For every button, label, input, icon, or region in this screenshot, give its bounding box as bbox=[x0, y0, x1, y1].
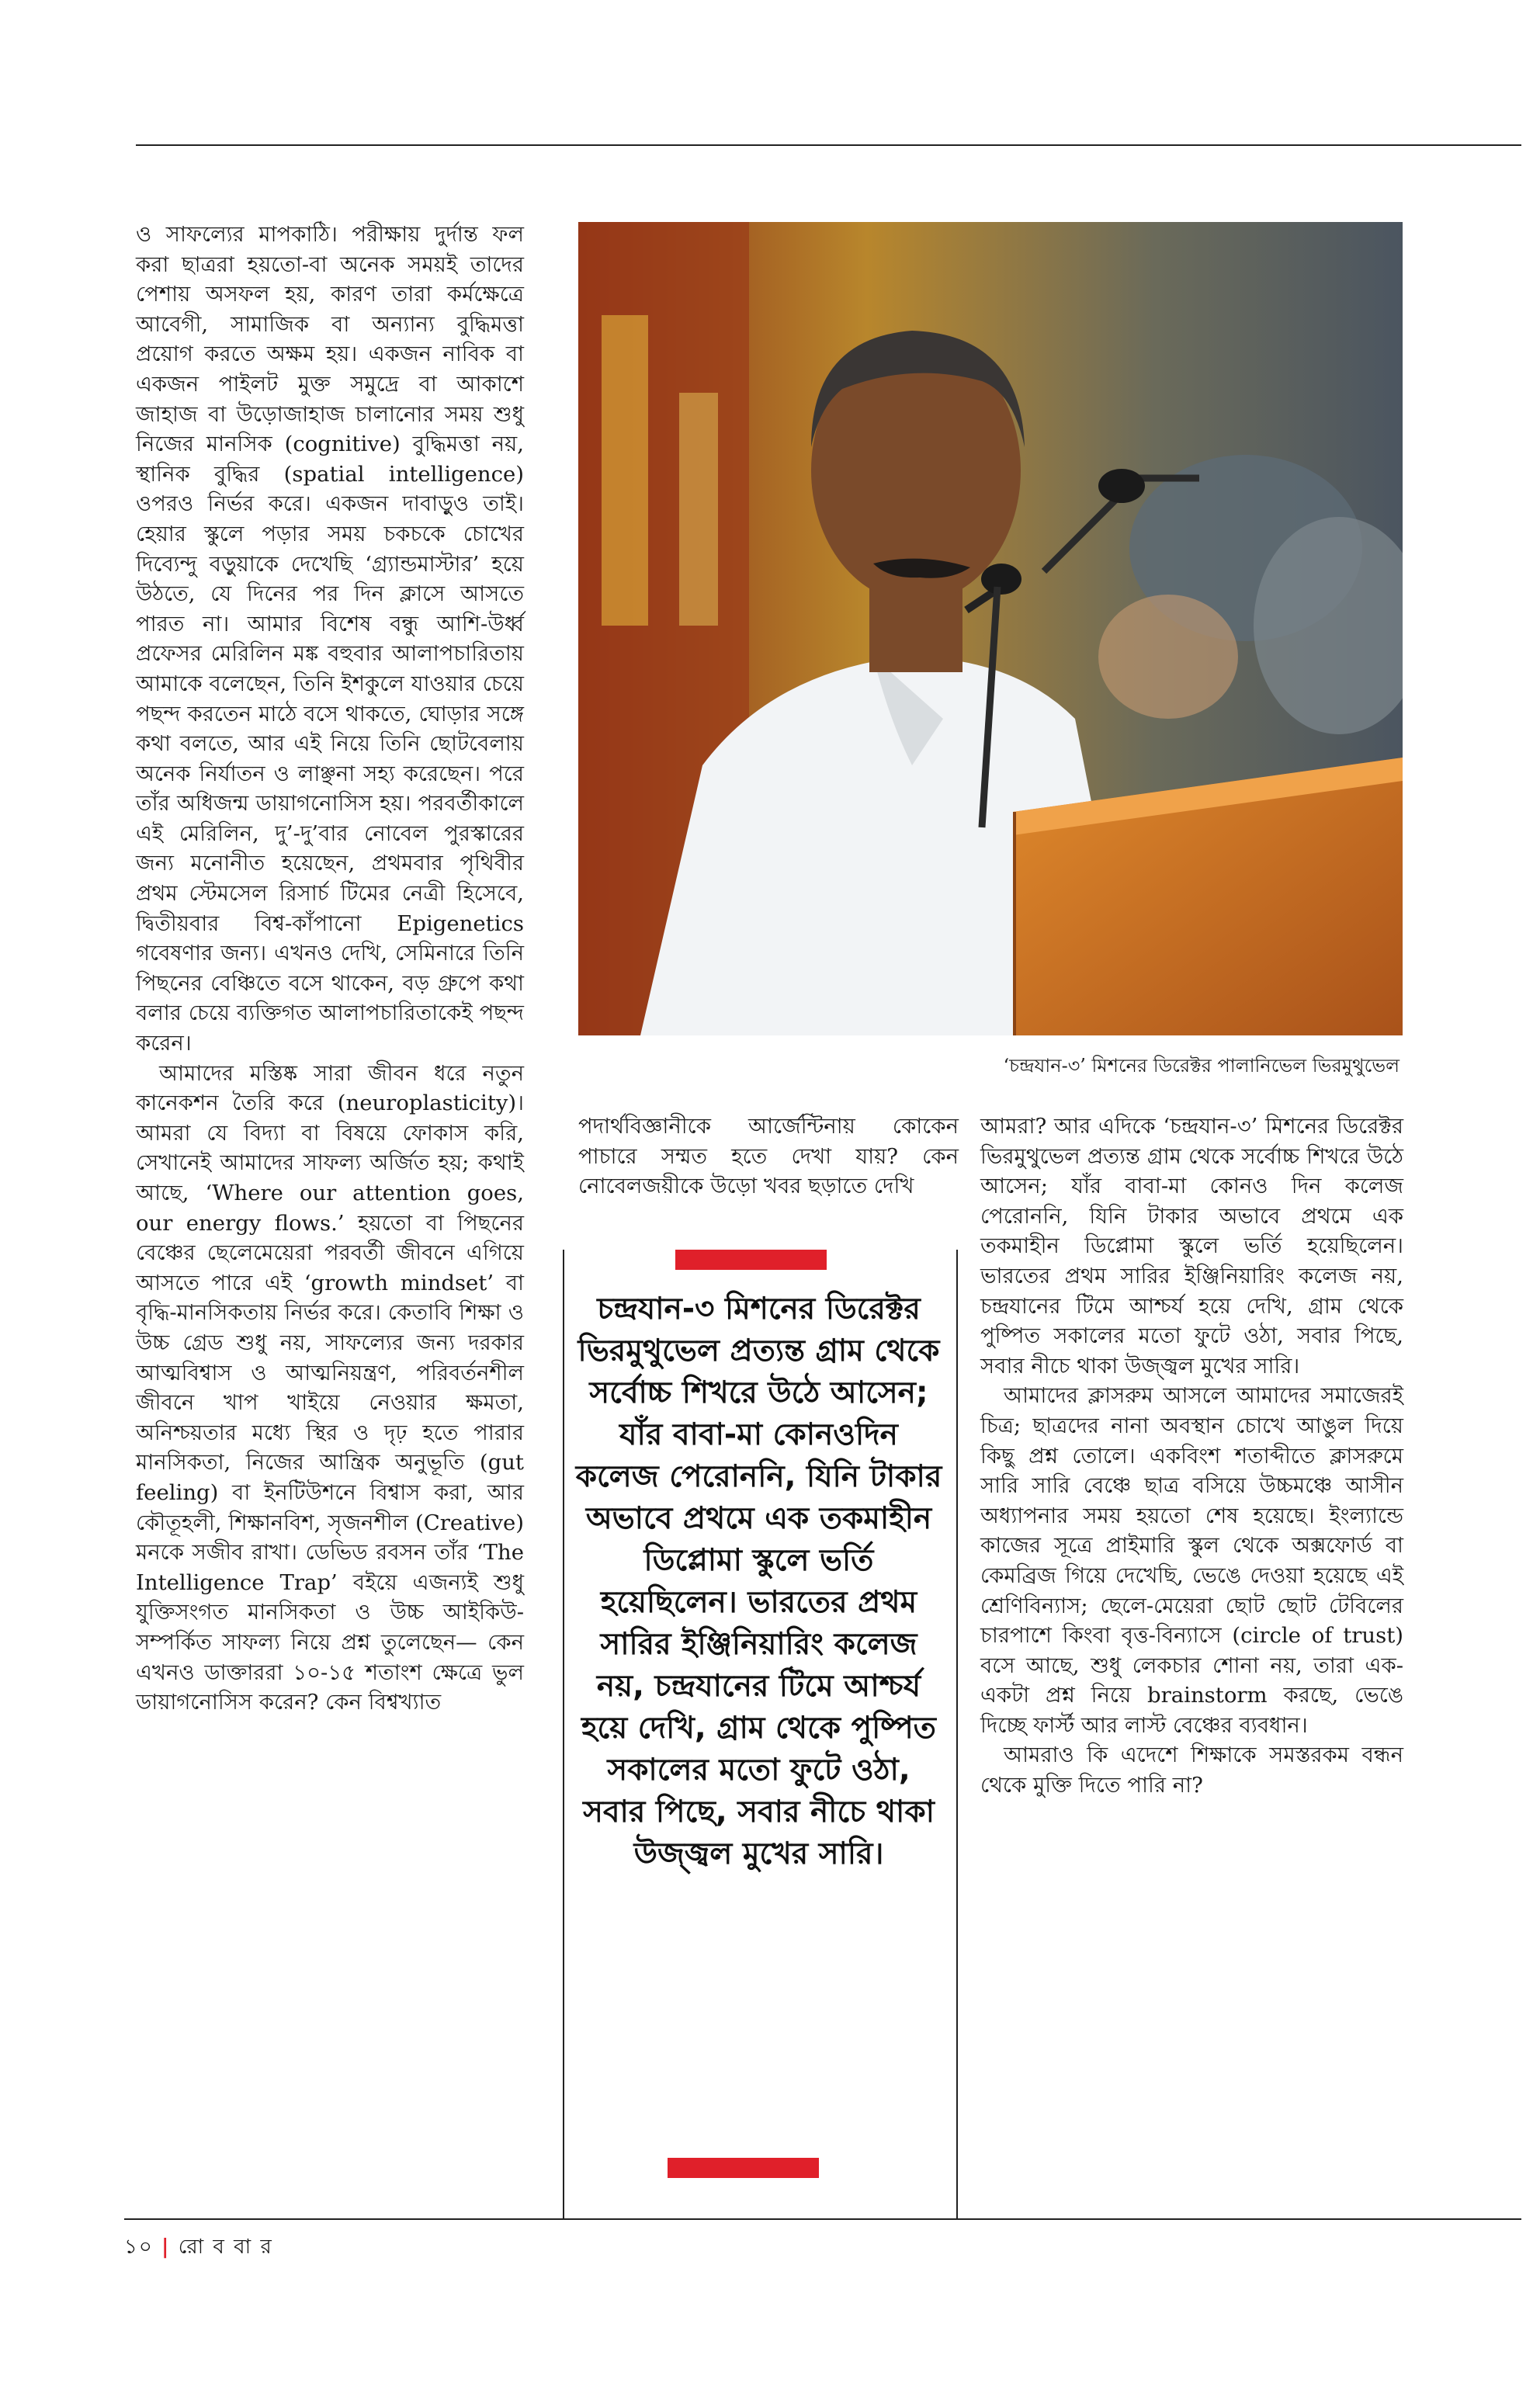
pull-quote: চন্দ্রযান-৩ মিশনের ডিরেক্টর ভিরমুথুভেল প্রত্যন্ত গ্রাম থেকে সর্বোচ্চ শিখরে উঠে আসেন; যাঁর বাবা-মা কোনওদিন কলেজ পেরোননি, যিনি টাকার অভাবে প্রথমে এক তকমাহীন ডিপ্লোমা স্কুলে ভর্তি হয়েছিলেন। ভারতের প্রথম সারির ইঞ্জিনিয়ারিং কলেজ নয়, চন্দ্রযানের টিমে আশ্চর্য হয়ে দেখি, গ্রাম থেকে পুষ্পিত সকালের মতো ফুটে ওঠা, সবার পিছে, সবার নীচে থাকা উজ্জ্বল মুখের সারি। bbox=[575, 1292, 942, 1871]
pullquote-left-rule bbox=[563, 1250, 564, 2218]
article-column-2 bbox=[578, 1112, 959, 1202]
column1-paragraph-2: আমাদের মস্তিষ্ক সারা জীবন ধরে নতুন কানেকশন তৈরি করে (neuroplasticity)। আমরা যে বিদ্যা বা বিষয়ে ফোকাস করি, সেখানেই আমাদের সাফল্য অর্জিত হয়; কথাই আছে, ‘Where our attention goes, our energy flows.’ হয়তো বা পিছনের বেঞ্চের ছেলেমেয়েরা পরবর্তী জীবনে এগিয়ে আসতে পারে এই ‘growth mindset’ বা বৃদ্ধি-মানসিকতায় নির্ভর করে। কেতাবি শিক্ষা ও উচ্চ গ্রেড শুধু নয়, সাফল্যের জন্য দরকার আত্মবিশ্বাস ও আত্মনিয়ন্ত্রণ, পরিবর্তনশীল জীবনে খাপ খাইয়ে নেওয়ার ক্ষমতা, অনিশ্চয়তার মধ্যে স্থির ও দৃঢ় হতে পারার মানসিকতা, নিজের আন্ত্রিক অনুভূতি (gut feeling) বা ইনটিউশনে বিশ্বাস করা, আর কৌতূহলী, শিক্ষানবিশ, সৃজনশীল (Creative) মনকে সজীব রাখা। ডেভিড রবসন তাঁর ‘The Intelligence Trap’ বইয়ে এজন্যই শুধু যুক্তিসংগত মানসিকতা ও উচ্চ আইকিউ-সম্পর্কিত সাফল্য নিয়ে প্রশ্ন তুলেছেন— কেন এখনও ডাক্তাররা ১০-১৫ শতাংশ ক্ষেত্রে ভুল ডায়াগনোসিস করেন? কেন বিশ্বখ্যাত bbox=[136, 1060, 524, 1715]
column3-paragraph-2: আমাদের ক্লাসরুম আসলে আমাদের সমাজেরই চিত্র; ছাত্রদের নানা অবস্থান চোখে আঙুল দিয়ে কিছু প্রশ্ন তোলে। একবিংশ শতাব্দীতে ক্লাসরুমে সারি সারি বেঞ্চে ছাত্র বসিয়ে উচ্চমঞ্চে আসীন অধ্যাপনার সময় হয়তো শেষ হয়েছে। ইংল্যান্ডে কাজের সূত্রে প্রাইমারি স্কুল থেকে অক্সফোর্ড বা কেমব্রিজ গিয়ে দেখেছি, ভেঙে দেওয়া হয়েছে এই শ্রেণিবিন্যাস; ছেলে-মেয়েরা ছোট ছোট টেবিলের চারপাশে কিংবা বৃত্ত-বিন্যাসে (circle of trust) বসে আছে, শুধু লেকচার শোনা নয়, তারা এক-একটা প্রশ্ন নিয়ে brainstorm করছে, ভেঙে দিচ্ছে ফার্স্ট আর লাস্ট বেঞ্চের ব্যবধান। bbox=[980, 1383, 1403, 1738]
article-column-3 bbox=[980, 1112, 1403, 1801]
pullquote-bottom-bar bbox=[668, 2158, 819, 2178]
top-rule bbox=[136, 144, 1521, 146]
column3-paragraph-3: আমরাও কি এদেশে শিক্ষাকে সমস্তরকম বন্ধন থেকে মুক্তি দিতে পারি না? bbox=[980, 1743, 1403, 1798]
footer-separator: | bbox=[161, 2235, 171, 2259]
article-column-1 bbox=[136, 220, 524, 1718]
pullquote-top-bar bbox=[675, 1250, 827, 1270]
bottom-rule bbox=[124, 2218, 1521, 2220]
section-name: রো ব বা র bbox=[178, 2235, 273, 2259]
column1-paragraph-1: ও সাফল্যের মাপকাঠি। পরীক্ষায় দুর্দান্ত ফল করা ছাত্ররা হয়তো-বা অনেক সময়ই তাদের পেশায় অসফল হয়, কারণ তারা কর্মক্ষেত্রে আবেগী, সামাজিক বা অন্যান্য বুদ্ধিমত্তা প্রয়োগ করতে অক্ষম হয়। একজন নাবিক বা একজন পাইলট মুক্ত সমুদ্রে বা আকাশে জাহাজ বা উড়োজাহাজ চালানোর সময় শুধু নিজের মানসিক (cognitive) বুদ্ধিমত্তা নয়, স্থানিক বুদ্ধির (spatial intelligence) ওপরও নির্ভর করে। একজন দাবাড়ুও তাই। হেয়ার স্কুলে পড়ার সময় চকচকে চোখের দিব্যেন্দু বড়ুয়াকে দেখেছি ‘গ্র্যান্ডমাস্টার’ হয়ে উঠতে, যে দিনের পর দিন ক্লাসে আসতে পারত না। আমার বিশেষ বন্ধু আশি-উর্ধ্ব প্রফেসর মেরিলিন মঙ্ক বহুবার আলাপচারিতায় আমাকে বলেছেন, তিনি ইশকুলে যাওয়ার চেয়ে পছন্দ করতেন মাঠে বসে থাকতে, ঘোড়ার সঙ্গে কথা বলতে, আর এই নিয়ে তিনি ছোটবেলায় অনেক নির্যাতন ও লাঞ্ছনা সহ্য করেছেন। পরে তাঁর অধিজন্ম ডায়াগনোসিস হয়। পরবর্তীকালে এই মেরিলিন, দু’-দু’বার নোবেল পুরস্কারের জন্য মনোনীত হয়েছেন, প্রথমবার পৃথিবীর প্রথম স্টেমসেল রিসার্চ টিমের নেত্রী হিসেবে, দ্বিতীয়বার বিশ্ব-কাঁপানো Epigenetics গবেষণার জন্য। এখনও দেখি, সেমিনারে তিনি পিছনের বেঞ্চিতে বসে থাকেন, বড় গ্রুপে কথা বলার চেয়ে ব্যক্তিগত আলাপচারিতাকেই পছন্দ করেন। bbox=[136, 222, 524, 1056]
column2-paragraph: পদার্থবিজ্ঞানীকে আর্জেন্টিনায় কোকেন পাচারে সম্মত হতে দেখা যায়? কেন নোবেলজয়ীকে উড়ো খবর ছড়াতে দেখি bbox=[578, 1114, 959, 1199]
page-number: ১০ bbox=[124, 2235, 154, 2259]
director-photo bbox=[578, 222, 1403, 1035]
photo-caption: ‘চন্দ্রযান-৩’ মিশনের ডিরেক্টর পালানিভেল ভিরমুথুভেল bbox=[1003, 1055, 1400, 1077]
pullquote-right-rule bbox=[956, 1250, 958, 2218]
column3-paragraph-1: আমরা? আর এদিকে ‘চন্দ্রযান-৩’ মিশনের ডিরেক্টর ভিরমুথুভেল প্রত্যন্ত গ্রাম থেকে সর্বোচ্চ শিখরে উঠে আসেন; যাঁর বাবা-মা কোনও দিন কলেজ পেরোননি, যিনি টাকার অভাবে প্রথমে এক তকমাহীন ডিপ্লোমা স্কুলে ভর্তি হয়েছিলেন। ভারতের প্রথম সারির ইঞ্জিনিয়ারিং কলেজ নয়, চন্দ্রযানের টিমে আশ্চর্য হয়ে দেখি, গ্রাম থেকে পুষ্পিত সকালের মতো ফুটে ওঠা, সবার পিছে, সবার নীচে থাকা উজ্জ্বল মুখের সারি। bbox=[980, 1114, 1403, 1379]
page-footer bbox=[124, 2234, 273, 2260]
